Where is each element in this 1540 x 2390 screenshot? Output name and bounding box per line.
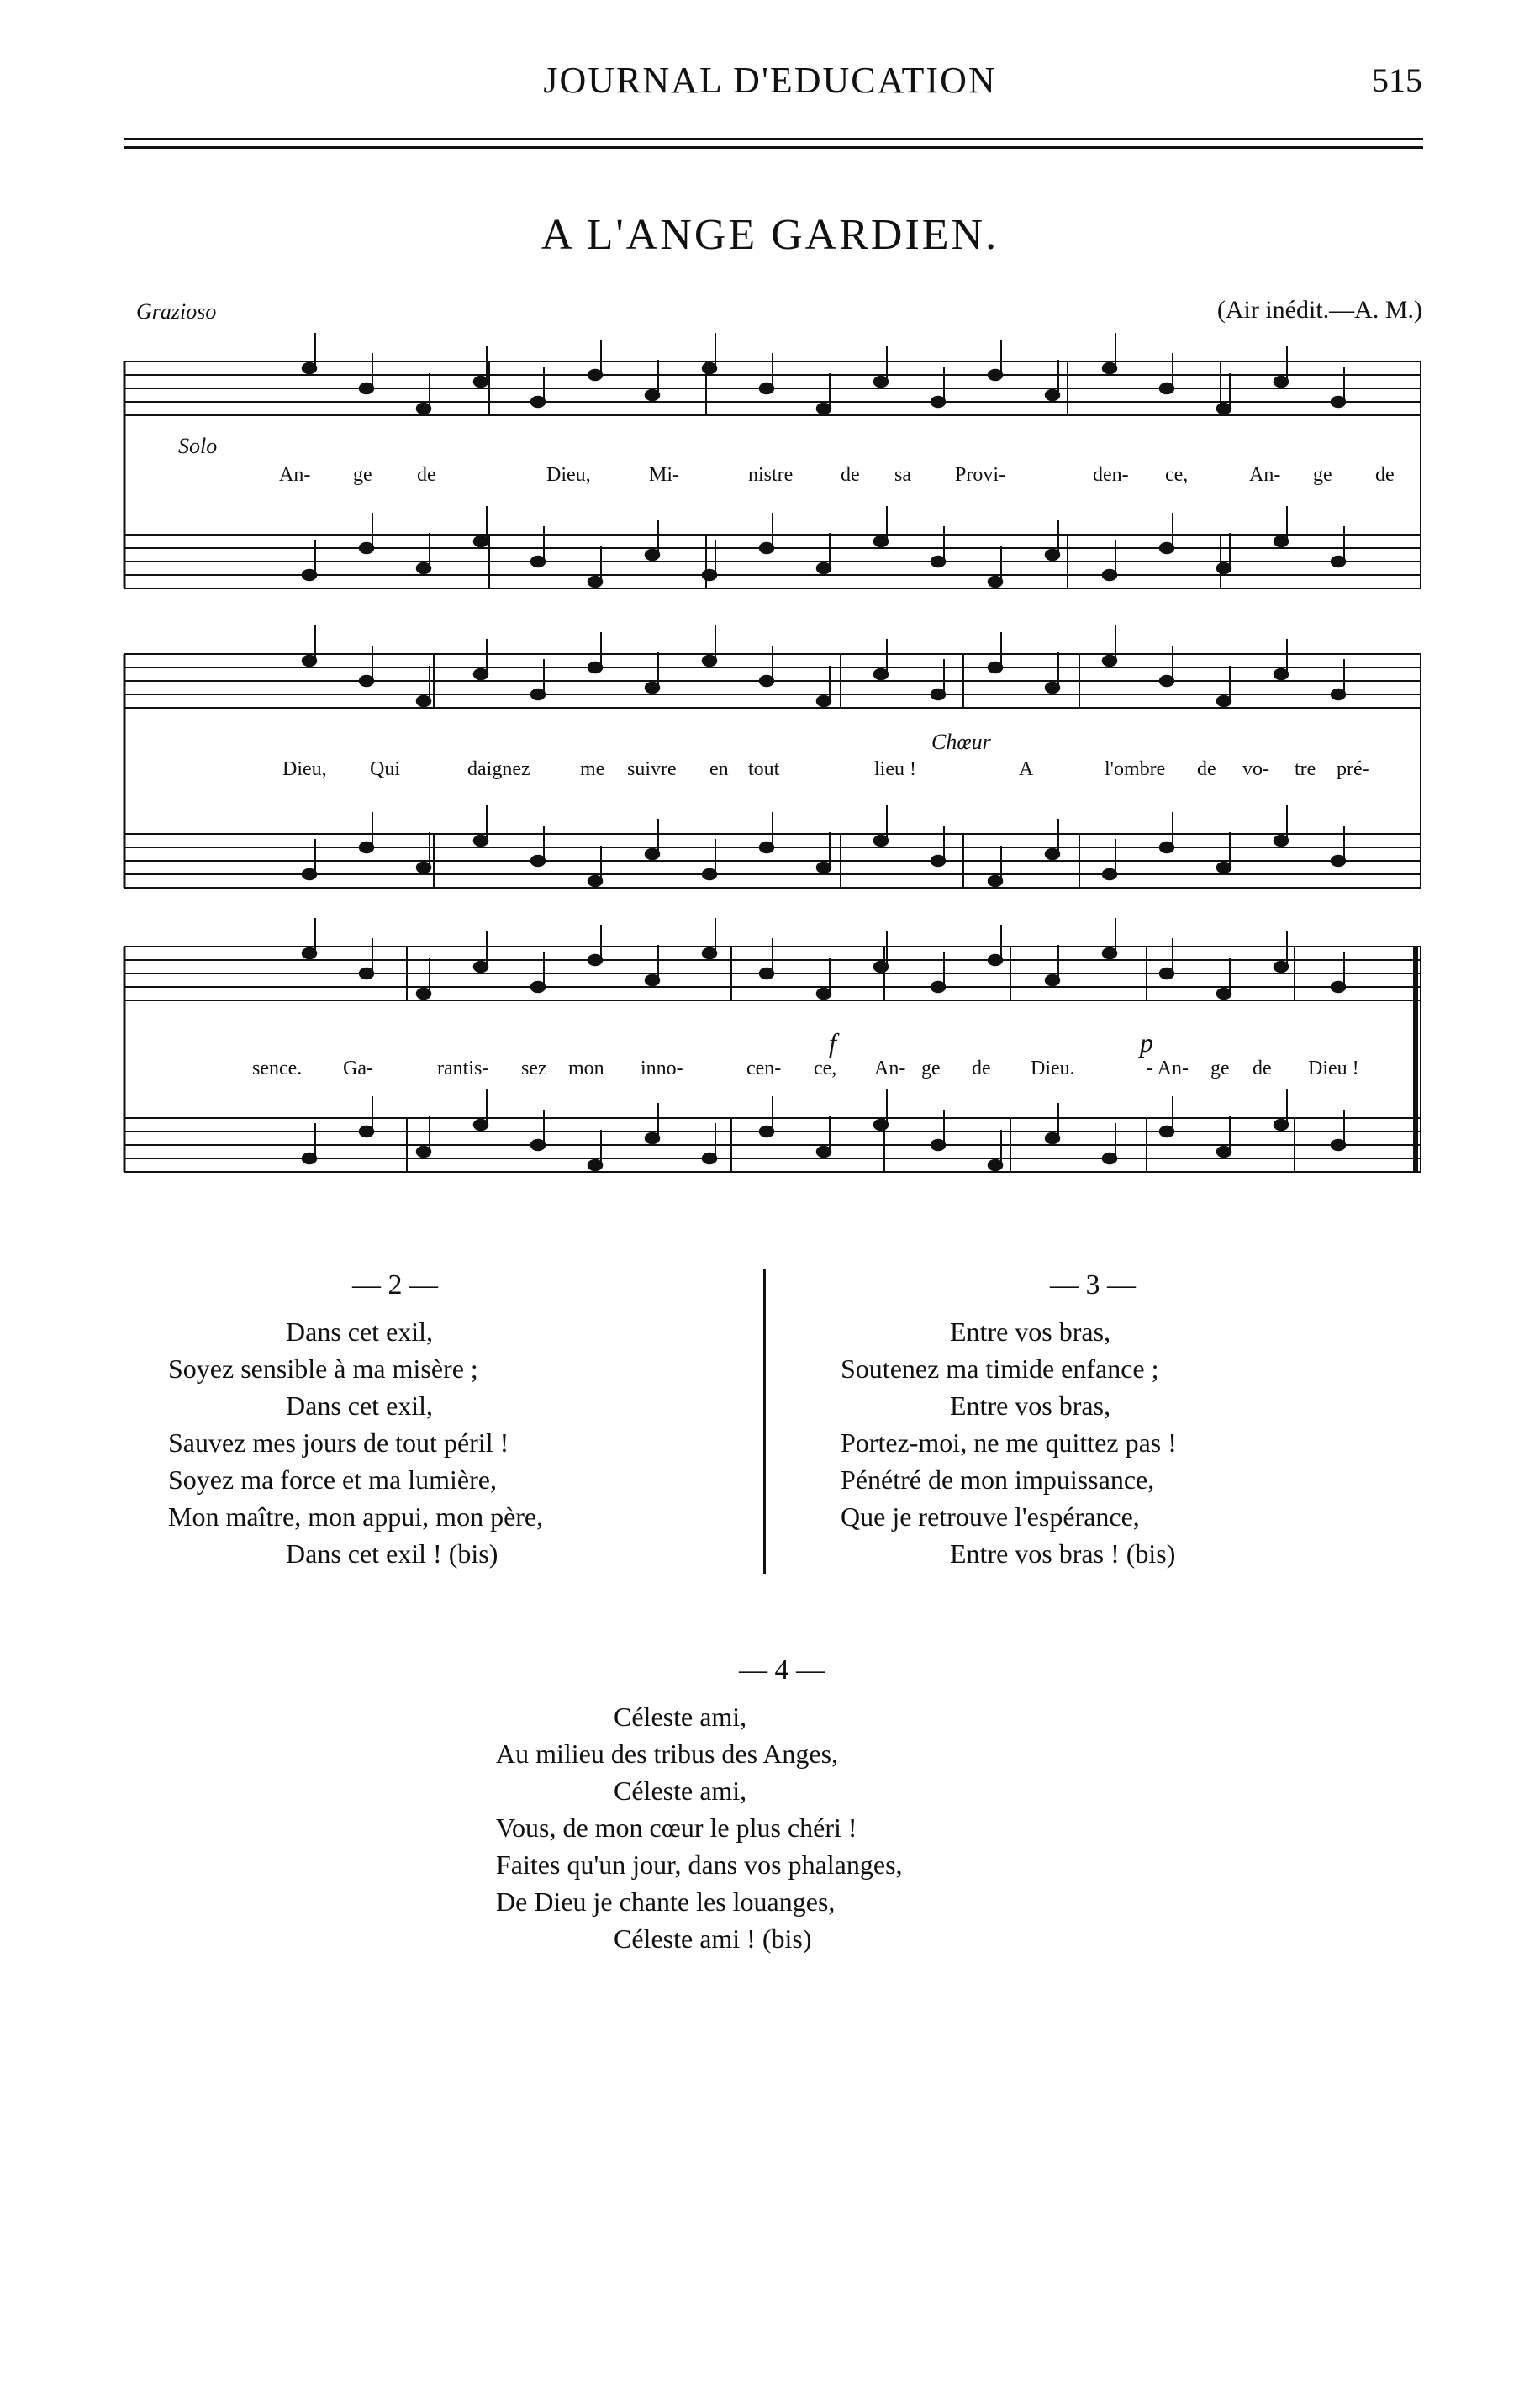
note-head xyxy=(817,863,831,873)
lyric-syllable: lieu ! xyxy=(874,758,916,780)
note-head xyxy=(989,955,1002,965)
note-head xyxy=(474,377,488,387)
note-head xyxy=(874,536,888,546)
note-head xyxy=(646,550,659,560)
note-head xyxy=(646,1133,659,1143)
lyric-syllable: tre xyxy=(1295,758,1316,780)
note-head xyxy=(703,948,716,958)
note-head xyxy=(989,662,1002,673)
note-head xyxy=(703,570,716,580)
lyric-syllable: An- xyxy=(1249,464,1281,486)
verse-line: Céleste ami, xyxy=(614,1701,747,1732)
note-head xyxy=(1160,383,1173,393)
note-head xyxy=(1274,536,1288,546)
note-head xyxy=(1046,550,1059,560)
verse-line: Entre vos bras ! (bis) xyxy=(950,1538,1176,1569)
note-head xyxy=(760,543,773,553)
note-head xyxy=(1332,689,1345,699)
note-head xyxy=(531,856,545,866)
note-head xyxy=(989,876,1002,886)
note-head xyxy=(931,982,945,992)
note-head xyxy=(874,1120,888,1130)
lyric-syllable: de xyxy=(841,464,860,486)
note-head xyxy=(417,563,430,573)
note-head xyxy=(303,363,316,373)
verse-line: Céleste ami, xyxy=(614,1775,747,1806)
note-head xyxy=(1160,1126,1173,1137)
verse-line: Dans cet exil, xyxy=(286,1316,434,1347)
lyric-syllable: inno- xyxy=(641,1058,683,1079)
note-head xyxy=(817,696,831,706)
verse-2 xyxy=(134,1269,656,1572)
note-head xyxy=(303,570,316,580)
dynamic-piano: p xyxy=(1140,1027,1153,1058)
note-head xyxy=(703,1153,716,1163)
verse-line: Entre vos bras, xyxy=(950,1316,1111,1347)
note-head xyxy=(646,683,659,693)
note-head xyxy=(760,842,773,852)
note-head xyxy=(1160,543,1173,553)
note-head xyxy=(874,836,888,846)
note-head xyxy=(531,689,545,699)
lyric-syllable: me xyxy=(580,758,605,780)
verse-line: Entre vos bras, xyxy=(950,1390,1111,1421)
lyric-syllable: ce, xyxy=(814,1058,837,1079)
note-head xyxy=(760,676,773,686)
song-title: A L'ANGE GARDIEN. xyxy=(541,211,999,259)
lyric-syllable: tout xyxy=(748,758,780,780)
note-head xyxy=(1217,989,1231,999)
lyric-syllable: A xyxy=(1019,758,1034,780)
source-note: (Air inédit.—A. M.) xyxy=(1216,296,1422,324)
lyric-syllable: de xyxy=(1197,758,1216,780)
verse-line: Céleste ami ! (bis) xyxy=(614,1923,812,1954)
note-head xyxy=(931,1140,945,1150)
page-number: 515 xyxy=(1372,61,1422,99)
note-head xyxy=(1274,669,1288,679)
lyric-syllable: daignez xyxy=(467,758,530,780)
note-head xyxy=(1103,869,1116,879)
lyric-syllable: Qui xyxy=(370,758,400,780)
note-head xyxy=(303,948,316,958)
note-head xyxy=(1103,656,1116,666)
note-head xyxy=(817,1147,831,1157)
note-head xyxy=(646,975,659,985)
note-head xyxy=(874,962,888,972)
verse-divider xyxy=(763,1269,766,1574)
note-head xyxy=(474,962,488,972)
note-head xyxy=(931,557,945,567)
solo-label: Solo xyxy=(178,434,218,458)
note-head xyxy=(417,696,430,706)
note-head xyxy=(360,1126,373,1137)
lyric-syllable: de xyxy=(1375,464,1395,486)
lyric-syllable: l'ombre xyxy=(1105,758,1166,780)
note-head xyxy=(817,404,831,414)
note-head xyxy=(417,404,430,414)
lyric-syllable: Dieu, xyxy=(282,758,327,780)
lyric-syllable: cen- xyxy=(746,1058,782,1079)
verse-line: Portez-moi, ne me quittez pas ! xyxy=(841,1427,1177,1458)
verse-line: Faites qu'un jour, dans vos phalanges, xyxy=(496,1849,903,1880)
note-head xyxy=(989,370,1002,380)
note-head xyxy=(531,557,545,567)
note-head xyxy=(931,397,945,407)
verse-line: Vous, de mon cœur le plus chéri ! xyxy=(496,1812,857,1843)
note-head xyxy=(760,383,773,393)
verse-number: — 4 — xyxy=(739,1654,825,1686)
lyric-syllable: de xyxy=(972,1058,991,1079)
note-head xyxy=(588,1160,602,1170)
tempo-marking: Grazioso xyxy=(136,299,217,324)
lyric-syllable: sa xyxy=(894,464,911,486)
note-head xyxy=(931,856,945,866)
lyric-syllable: ge xyxy=(921,1058,941,1079)
note-head xyxy=(1217,696,1231,706)
note-head xyxy=(360,676,373,686)
note-head xyxy=(1332,982,1345,992)
verse-line: De Dieu je chante les louanges, xyxy=(496,1886,836,1917)
verse-line: Soutenez ma timide enfance ; xyxy=(841,1353,1159,1384)
note-head xyxy=(1274,377,1288,387)
note-head xyxy=(1274,836,1288,846)
note-head xyxy=(989,1160,1002,1170)
lyric-syllable: pré- xyxy=(1337,758,1369,780)
note-head xyxy=(1217,404,1231,414)
note-head xyxy=(531,1140,545,1150)
note-head xyxy=(474,836,488,846)
note-head xyxy=(1160,842,1173,852)
verse-4 xyxy=(488,1654,1076,1957)
note-head xyxy=(1274,1120,1288,1130)
dynamic-forte: f xyxy=(829,1027,836,1058)
lyric-syllable: de xyxy=(417,464,436,486)
lyric-syllable: de xyxy=(1253,1058,1272,1079)
verse-3 xyxy=(824,1269,1362,1572)
lyric-syllable: suivre xyxy=(627,758,677,780)
lyric-syllable: rantis- xyxy=(437,1058,489,1079)
lyric-syllable: - An- xyxy=(1147,1058,1189,1079)
lyric-syllable: mon xyxy=(568,1058,604,1079)
note-head xyxy=(474,669,488,679)
note-head xyxy=(1103,1153,1116,1163)
note-head xyxy=(531,982,545,992)
note-head xyxy=(874,669,888,679)
chorus-label: Chœur xyxy=(931,730,991,754)
note-head xyxy=(646,390,659,400)
note-head xyxy=(360,842,373,852)
lyric-syllable: sez xyxy=(521,1058,547,1079)
note-head xyxy=(1103,570,1116,580)
verse-number: — 3 — xyxy=(1050,1269,1136,1301)
note-head xyxy=(588,662,602,673)
lyric-syllable: Mi- xyxy=(649,464,679,486)
lyric-syllable: Provi- xyxy=(955,464,1005,486)
note-head xyxy=(1160,676,1173,686)
verse-line: Pénétré de mon impuissance, xyxy=(841,1464,1155,1495)
lyric-syllable: en xyxy=(709,758,729,780)
note-head xyxy=(360,543,373,553)
verse-line: Au milieu des tribus des Anges, xyxy=(496,1738,839,1769)
note-head xyxy=(703,363,716,373)
note-head xyxy=(874,377,888,387)
lyric-syllable: ge xyxy=(353,464,372,486)
note-head xyxy=(303,869,316,879)
note-head xyxy=(417,989,430,999)
note-head xyxy=(703,656,716,666)
note-head xyxy=(703,869,716,879)
note-head xyxy=(588,577,602,587)
lyric-syllable: Dieu ! xyxy=(1308,1058,1359,1079)
verse-line: Soyez sensible à ma misère ; xyxy=(168,1353,478,1384)
note-head xyxy=(1046,390,1059,400)
lyric-syllable: An- xyxy=(874,1058,906,1079)
lyric-syllable: nistre xyxy=(748,464,794,486)
note-head xyxy=(1217,1147,1231,1157)
note-head xyxy=(989,577,1002,587)
note-head xyxy=(588,876,602,886)
lyric-syllable: ge xyxy=(1313,464,1332,486)
lyric-syllable: vo- xyxy=(1242,758,1269,780)
note-head xyxy=(1332,1140,1345,1150)
note-head xyxy=(931,689,945,699)
note-head xyxy=(1274,962,1288,972)
note-head xyxy=(474,1120,488,1130)
note-head xyxy=(417,863,430,873)
note-head xyxy=(1103,948,1116,958)
note-head xyxy=(588,955,602,965)
note-head xyxy=(1046,683,1059,693)
note-head xyxy=(646,849,659,859)
lyric-syllable: ce, xyxy=(1165,464,1189,486)
note-head xyxy=(303,1153,316,1163)
note-head xyxy=(1217,863,1231,873)
note-head xyxy=(760,1126,773,1137)
note-head xyxy=(1046,849,1059,859)
lyric-syllable: Ga- xyxy=(343,1058,373,1079)
note-head xyxy=(1332,397,1345,407)
note-head xyxy=(1217,563,1231,573)
lyric-syllable: ge xyxy=(1210,1058,1230,1079)
note-head xyxy=(1332,557,1345,567)
lyric-syllable: den- xyxy=(1093,464,1129,486)
note-head xyxy=(1046,1133,1059,1143)
note-head xyxy=(360,968,373,979)
verse-line: Que je retrouve l'espérance, xyxy=(841,1501,1140,1532)
lyric-syllable: An- xyxy=(279,464,311,486)
note-head xyxy=(1332,856,1345,866)
verse-line: Dans cet exil ! (bis) xyxy=(286,1538,498,1569)
lyric-syllable: Dieu. xyxy=(1031,1058,1075,1079)
note-head xyxy=(817,989,831,999)
verse-line: Dans cet exil, xyxy=(286,1390,434,1421)
lyric-syllable: Dieu, xyxy=(546,464,591,486)
note-head xyxy=(1103,363,1116,373)
verse-line: Mon maître, mon appui, mon père, xyxy=(168,1501,544,1532)
note-head xyxy=(474,536,488,546)
verse-line: Sauvez mes jours de tout péril ! xyxy=(168,1427,509,1458)
note-head xyxy=(817,563,831,573)
note-head xyxy=(360,383,373,393)
note-head xyxy=(588,370,602,380)
note-head xyxy=(760,968,773,979)
verse-number: — 2 — xyxy=(352,1269,438,1301)
note-head xyxy=(1160,968,1173,979)
note-head xyxy=(417,1147,430,1157)
note-head xyxy=(303,656,316,666)
journal-title: JOURNAL D'EDUCATION xyxy=(543,60,997,101)
note-head xyxy=(1046,975,1059,985)
note-head xyxy=(531,397,545,407)
verse-line: Soyez ma force et ma lumière, xyxy=(168,1464,497,1495)
lyric-syllable: sence. xyxy=(252,1058,303,1079)
